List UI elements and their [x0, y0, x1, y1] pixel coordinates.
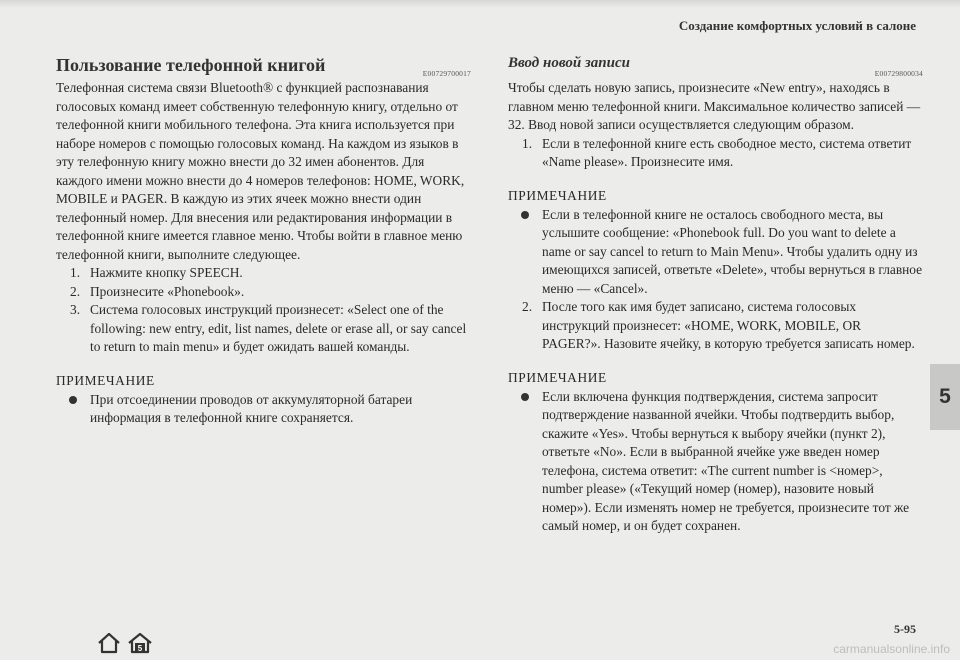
step-number: 2. [522, 299, 533, 314]
note-bullet [508, 206, 923, 299]
step-number: 1. [70, 265, 81, 280]
bullet-dot-icon [521, 393, 529, 401]
step-text: Система голосовых инструкций произнесет: «Select one of the following: new entry, edit, list names, delete or erase all, or say cancel to return to main menu» и будет ожидать вашей команды. [90, 302, 467, 354]
watermark: carmanualsonline.info [833, 642, 950, 656]
nav-icons [96, 632, 154, 654]
intro-paragraph: Телефонная система связи Bluetooth® с функцией распознавания голосовых команд имеет собственную телефонную книгу, отдельно от телефонной книги мобильного телефона. Эта книга используется при наборе номеров с помощью голосовых команд. На каждом из языков в эту телефонную книгу можно внести до 32 имен абонентов. Для каждого имени можно внести до 4 номеров телефонов: HOME, WORK, MOBILE и PAGER. В каждую из этих ячеек можно внести один телефонный номер. Для внесения или редактирования информации в телефонной книге имеется главное меню. Чтобы войти в главное меню телефонной книги, выполните следующее. [56, 80, 465, 262]
note-heading: ПРИМЕЧАНИЕ [508, 369, 607, 385]
note-heading: ПРИМЕЧАНИЕ [56, 372, 155, 388]
steps-list [508, 135, 923, 172]
step-item [56, 301, 471, 357]
intro-paragraph: Чтобы сделать новую запись, произнесите «New entry», находясь в главном меню телефонной книги. Максимальное количество записей — 32. Ввод новой записи осуществляется следующим образом. [508, 80, 921, 132]
steps-list [508, 298, 923, 354]
note-bullet [508, 388, 923, 536]
step-item [508, 298, 923, 354]
running-header: Создание комфортных условий в салоне [678, 18, 916, 33]
step-text: Если в телефонной книге есть свободное место, система ответит «Name please». Произнесите имя. [542, 135, 912, 169]
left-column [56, 55, 471, 428]
step-number: 1. [522, 135, 533, 151]
step-text: После того как имя будет записано, система голосовых инструкций произнесет: «HOME, WORK, MOBILE, OR PAGER?». Назовите ячейку, в которую требуется записать номер. [542, 299, 915, 351]
section-header [56, 55, 471, 79]
note-text: При отсоединении проводов от аккумуляторной батареи информация в телефонной книге сохраняется. [90, 391, 413, 425]
step-text: Произнесите «Phonebook». [90, 283, 245, 299]
home-icon[interactable] [96, 632, 122, 654]
page-top-band [0, 0, 960, 8]
bullet-dot-icon [521, 211, 529, 219]
bullet-dot-icon [69, 396, 77, 404]
toc-home-icon[interactable] [126, 632, 154, 654]
section-code: E00729800034 [874, 69, 923, 78]
note-text: Если в телефонной книге не осталось свободного места, вы услышите сообщение: «Phonebook full. Do you want to delete a name or say cancel to return to Main Menu». Чтобы удалить одну из имеющихся записей, ответьте «Delete», чтобы вернуться в главное меню — «Cancel». [542, 206, 923, 296]
step-number: 2. [70, 283, 81, 299]
section-header [508, 55, 923, 79]
step-item [56, 283, 471, 302]
section-title: Ввод новой записи [508, 55, 630, 71]
section-code: E00729700017 [422, 69, 471, 78]
chapter-tab[interactable]: 5 [930, 364, 960, 430]
step-item [56, 264, 471, 283]
note-text: Если включена функция подтверждения, система запросит подтверждение названной ячейки. Чтобы подтвердить выбор, скажите «Yes». Чтобы вернуться к выбору ячейки (пункт 2), ответьте «No». Если в выбранной ячейке уже введен номер телефона, система ответит: «The current number is <номер>, number please» («Текущий номер (номер), назовите новый номер»). Если изменять номер не требуется, произнесите тот же самый номер, и он будет сохранен. [542, 388, 910, 533]
toc-badge-label: 5 [137, 644, 143, 653]
page-number: 5-95 [894, 622, 916, 636]
step-number: 3. [70, 302, 81, 317]
note-bullet [56, 391, 471, 428]
right-column [508, 55, 923, 536]
steps-list [56, 264, 471, 357]
section-title: Пользование телефонной книгой [56, 55, 326, 75]
step-item [508, 135, 923, 172]
note-heading: ПРИМЕЧАНИЕ [508, 187, 607, 203]
step-text: Нажмите кнопку SPEECH. [90, 265, 243, 280]
